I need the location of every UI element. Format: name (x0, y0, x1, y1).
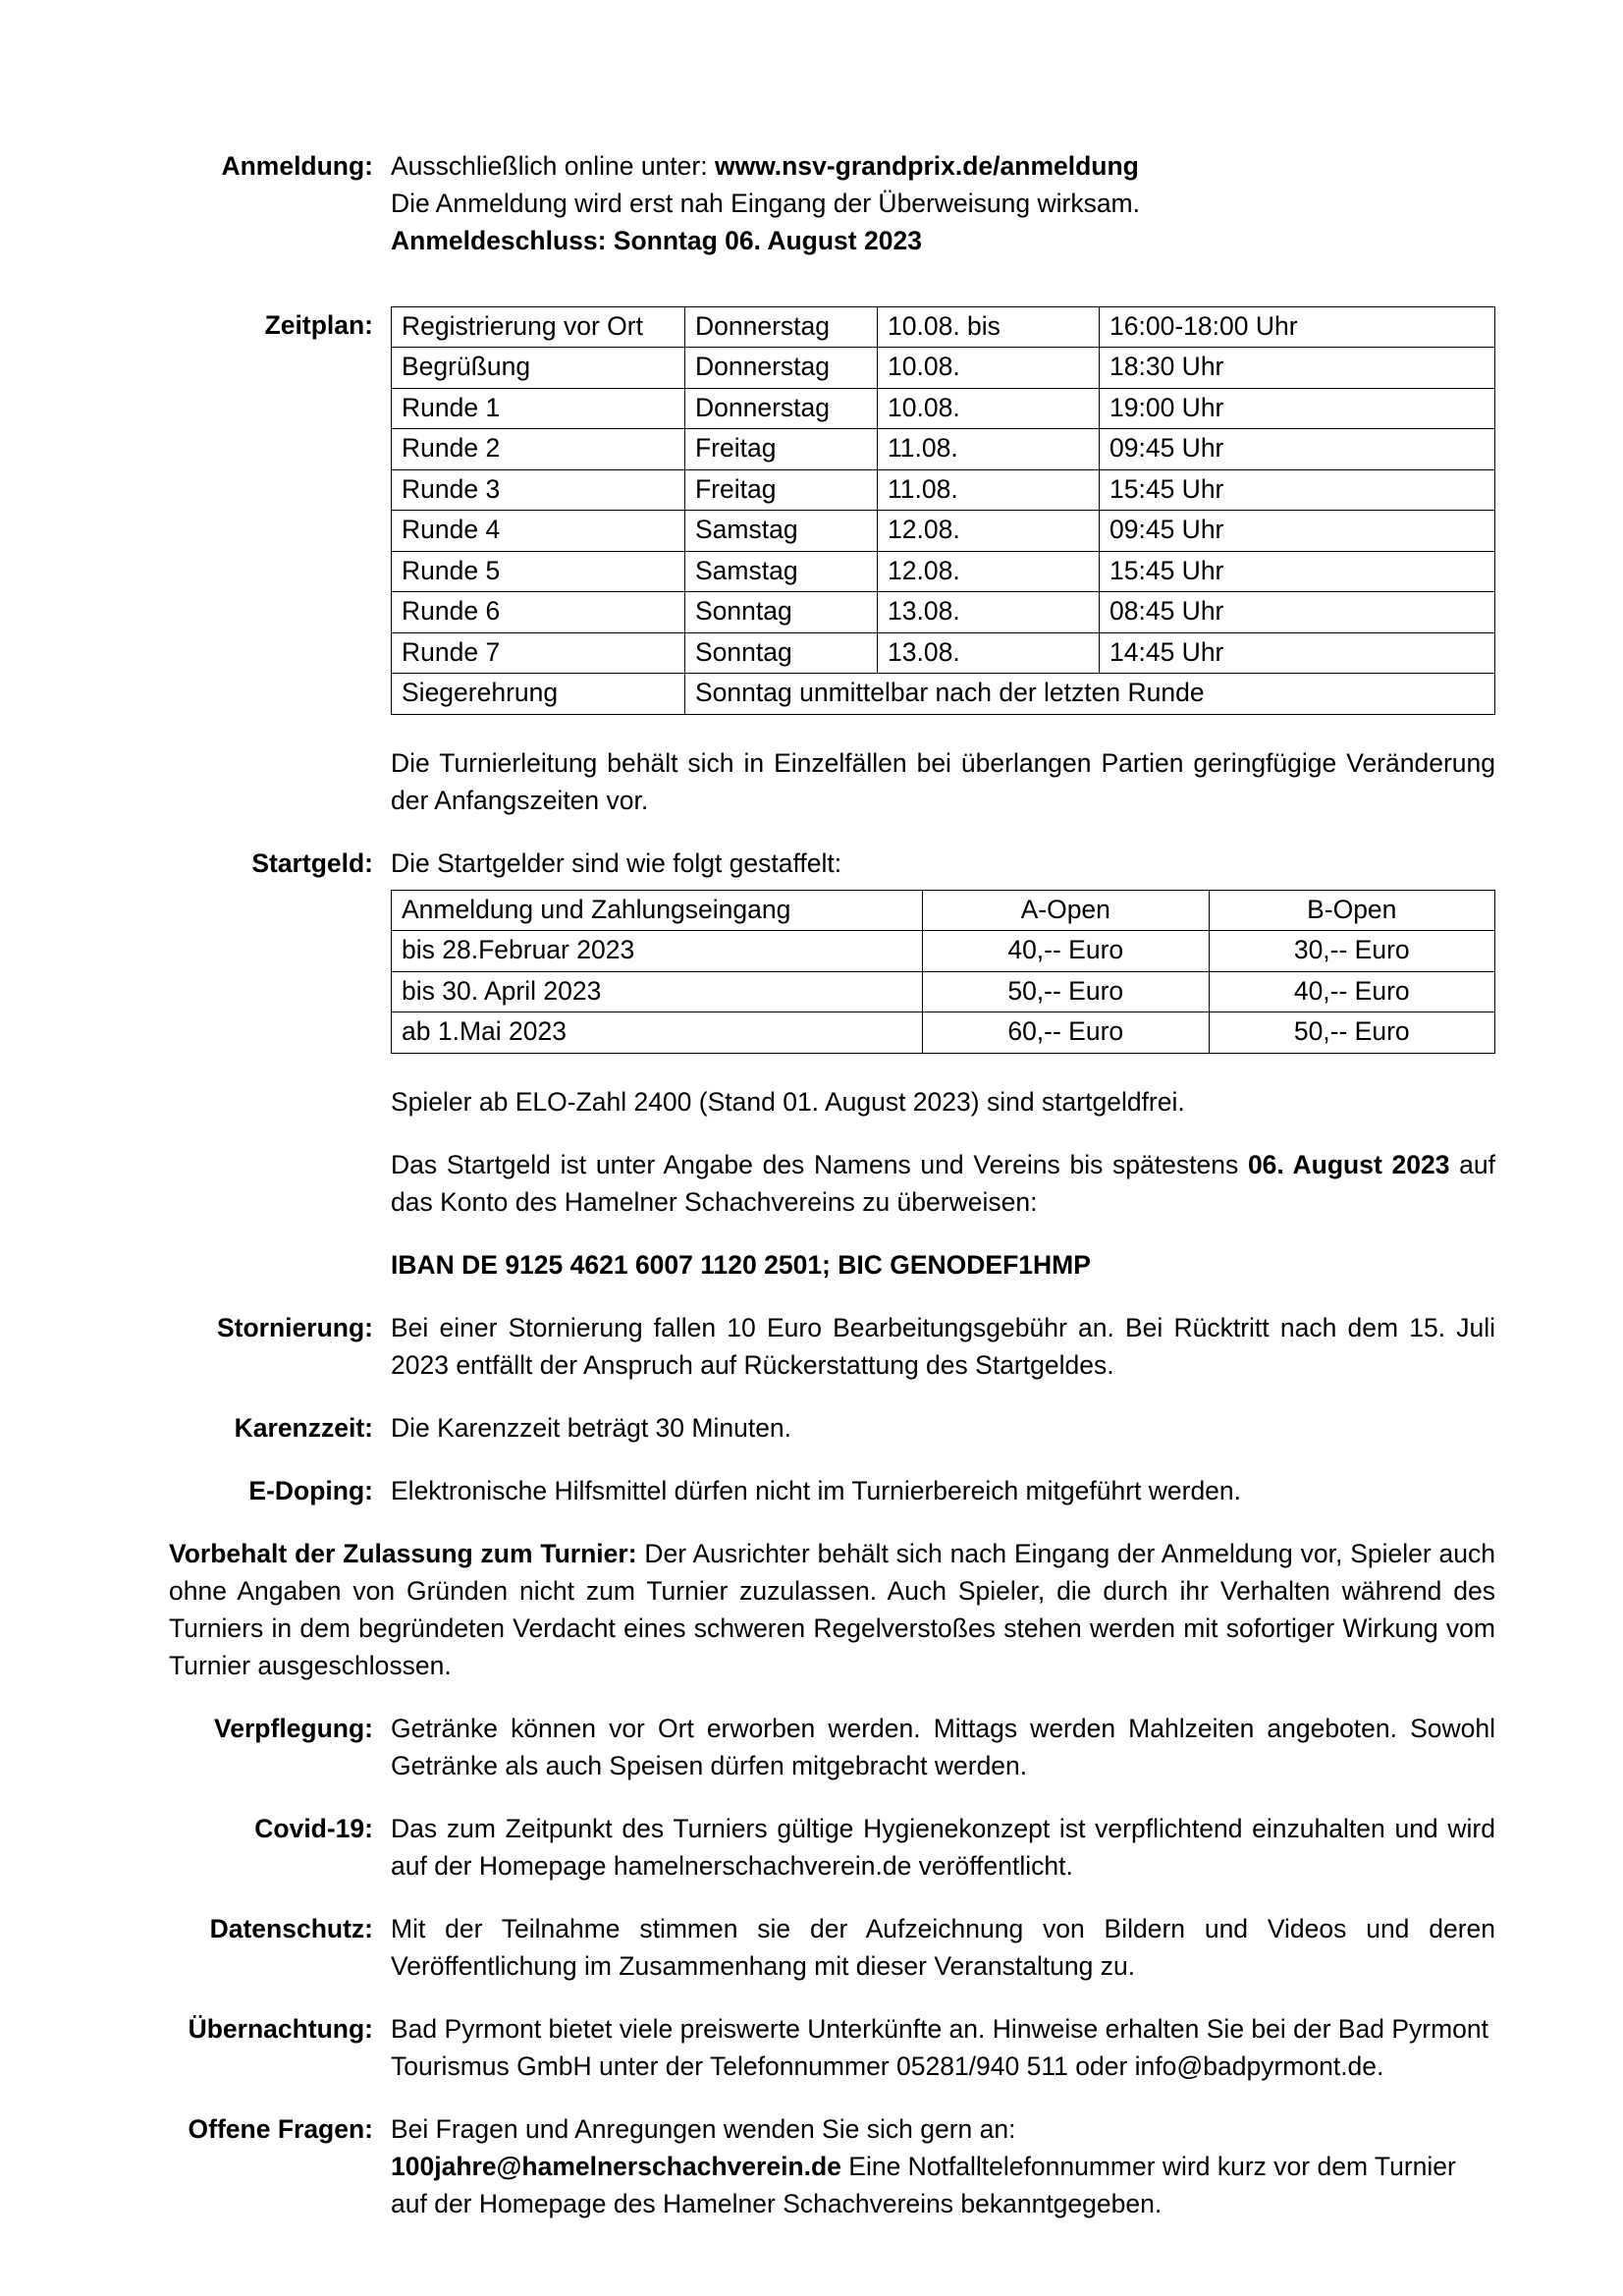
schedule-day: Freitag (685, 469, 878, 510)
table-row (392, 1012, 1495, 1053)
schedule-time: 09:45 Uhr (1100, 429, 1495, 469)
fee-b-open: 50,-- Euro (1209, 1012, 1495, 1053)
schedule-event: Siegerehrung (392, 674, 685, 714)
section-uebernachtung (169, 2010, 1495, 2085)
startgeld-free-wrap (391, 1083, 1495, 1121)
bank-details: IBAN DE 9125 4621 6007 1120 2501; BIC GENODEF1HMP (391, 1249, 1091, 1280)
bank-details-wrap (391, 1246, 1495, 1284)
section-label-stornierung: Stornierung: (217, 1312, 373, 1342)
schedule-day: Samstag (685, 551, 878, 591)
schedule-time: 14:45 Uhr (1100, 632, 1495, 673)
schedule-date: 13.08. (878, 632, 1100, 673)
fee-table-body (392, 890, 1495, 1053)
transfer-prefix: Das Startgeld ist unter Angabe des Namens und Vereins bis spätestens (391, 1149, 1248, 1179)
schedule-event: Runde 3 (392, 469, 685, 510)
schedule-event: Runde 4 (392, 511, 685, 551)
fee-b-open: 40,-- Euro (1209, 971, 1495, 1011)
schedule-time: 09:45 Uhr (1100, 511, 1495, 551)
table-row (392, 592, 1495, 632)
table-row (392, 388, 1495, 428)
schedule-time: 15:45 Uhr (1100, 551, 1495, 591)
schedule-event: Runde 2 (392, 429, 685, 469)
fee-b-open: 30,-- Euro (1209, 931, 1495, 971)
section-label-startgeld: Startgeld: (251, 847, 373, 878)
table-row (392, 674, 1495, 714)
section-vorbehalt (169, 1535, 1495, 1684)
table-row (392, 931, 1495, 971)
section-startgeld (169, 845, 1495, 882)
spacer (169, 1054, 1495, 1083)
zeitplan-note: Die Turnierleitung behält sich in Einzelfällen bei überlangen Partien geringfügige Veränderung der Anfangszeiten vor. (391, 747, 1495, 815)
schedule-event: Runde 7 (392, 632, 685, 673)
section-label-anmeldung: Anmeldung: (221, 151, 373, 181)
schedule-event: Runde 5 (392, 551, 685, 591)
schedule-time: 15:45 Uhr (1100, 469, 1495, 510)
schedule-event: Runde 6 (392, 592, 685, 632)
section-body-zeitplan (373, 306, 1495, 715)
fragen-line-2-suffix: Eine Notfalltelefonnummer wird kurz vor dem Turnier auf der Homepage des Hamelner Schachvereins bekanntgegeben. (391, 2151, 1456, 2218)
table-header-row (392, 890, 1495, 930)
startgeld-free-note: Spieler ab ELO-Zahl 2400 (Stand 01. August 2023) sind startgeldfrei. (391, 1086, 1185, 1117)
schedule-date: 10.08. (878, 348, 1100, 388)
schedule-day: Sonntag (685, 632, 878, 673)
uebernachtung-text: Bad Pyrmont bietet viele preiswerte Unterkünfte an. Hinweise erhalten Sie bei der Bad Pyrmont Tourismus GmbH unter der Telefonnummer 05281/940 511 oder info@badpyrmont.de. (391, 2013, 1488, 2081)
datenschutz-text: Mit der Teilnahme stimmen sie der Aufzeichnung von Bildern und Videos und deren Veröffentlichung im Zusammenhang mit dieser Veranstaltung zu. (391, 1913, 1495, 1981)
table-row (392, 511, 1495, 551)
fee-period: ab 1.Mai 2023 (392, 1012, 923, 1053)
schedule-date: 10.08. bis (878, 307, 1100, 348)
section-covid (169, 1810, 1495, 1885)
section-zeitplan (169, 306, 1495, 715)
fragen-line-1: Bei Fragen und Anregungen wenden Sie sich gern an: (391, 2113, 1016, 2144)
section-edoping (169, 1472, 1495, 1509)
schedule-day: Sonntag (685, 592, 878, 632)
fee-table (391, 890, 1495, 1054)
table-row (392, 551, 1495, 591)
schedule-time: 08:45 Uhr (1100, 592, 1495, 632)
table-row (392, 307, 1495, 348)
section-anmeldung (169, 147, 1495, 259)
fee-period: bis 28.Februar 2023 (392, 931, 923, 971)
section-body-anmeldung (373, 147, 1495, 259)
anmeldung-line-2: Die Anmeldung wird erst nah Eingang der Überweisung wirksam. (391, 189, 1140, 218)
section-label-covid: Covid-19: (254, 1813, 373, 1843)
fee-a-open: 40,-- Euro (923, 931, 1210, 971)
section-karenzzeit (169, 1409, 1495, 1447)
section-label-vorbehalt: Vorbehalt der Zulassung zum Turnier: (169, 1538, 637, 1568)
section-label-zeitplan: Zeitplan: (264, 310, 373, 340)
verpflegung-text: Getränke können vor Ort erworben werden. Mittags werden Mahlzeiten angeboten. Sowohl Getränke als auch Speisen dürfen mitgebracht werden. (391, 1713, 1495, 1780)
table-row (392, 348, 1495, 388)
table-row (392, 632, 1495, 673)
section-body-verpflegung (373, 1710, 1495, 1784)
vorbehalt-paragraph (169, 1535, 1495, 1684)
transfer-suffix: auf das Konto des Hamelner Schachvereins zu überweisen: (391, 1149, 1496, 1217)
startgeld-transfer-wrap (391, 1146, 1495, 1221)
schedule-date: 13.08. (878, 592, 1100, 632)
section-offene-fragen (169, 2110, 1495, 2222)
section-label-karenzzeit: Karenzzeit: (234, 1412, 373, 1443)
zeitplan-note-wrap (391, 744, 1495, 819)
schedule-event: Runde 1 (392, 388, 685, 428)
schedule-date: 11.08. (878, 469, 1100, 510)
section-label-datenschutz: Datenschutz: (209, 1913, 373, 1943)
transfer-deadline: 06. August 2023 (1247, 1149, 1450, 1179)
section-body-offene-fragen (373, 2110, 1495, 2222)
section-body-covid (373, 1810, 1495, 1885)
anmeldung-line-1 (391, 147, 1495, 185)
section-label-verpflegung: Verpflegung: (214, 1713, 373, 1743)
section-label-uebernachtung: Übernachtung: (188, 2013, 373, 2044)
schedule-date: 12.08. (878, 551, 1100, 591)
schedule-day: Samstag (685, 511, 878, 551)
edoping-text: Elektronische Hilfsmittel dürfen nicht im Turnierbereich mitgeführt werden. (391, 1475, 1242, 1505)
anmeldung-line-1-prefix: Ausschließlich online unter: (391, 151, 715, 181)
spacer (169, 285, 1495, 306)
karenzzeit-text: Die Karenzzeit beträgt 30 Minuten. (391, 1412, 792, 1443)
schedule-table-body (392, 307, 1495, 715)
schedule-date: 12.08. (878, 511, 1100, 551)
schedule-day: Donnerstag (685, 388, 878, 428)
section-body-edoping (373, 1472, 1495, 1509)
schedule-time: 18:30 Uhr (1100, 348, 1495, 388)
section-body-uebernachtung (373, 2010, 1495, 2085)
fragen-line-2 (391, 2148, 1495, 2222)
schedule-ceremony-detail: Sonntag unmittelbar nach der letzten Runde (685, 674, 1495, 714)
fee-a-open: 50,-- Euro (923, 971, 1210, 1011)
startgeld-intro: Die Startgelder sind wie folgt gestaffelt: (391, 847, 842, 878)
stornierung-text: Bei einer Stornierung fallen 10 Euro Bearbeitungsgebühr an. Bei Rücktritt nach dem 15. Juli 2023 entfällt der Anspruch auf Rückerstattung des Startgeldes. (391, 1312, 1495, 1380)
section-label-offene-fragen: Offene Fragen: (188, 2113, 373, 2144)
section-body-startgeld (373, 845, 1495, 882)
anmeldung-url[interactable]: www.nsv-grandprix.de/anmeldung (714, 151, 1139, 181)
section-stornierung (169, 1309, 1495, 1384)
table-row (392, 429, 1495, 469)
vorbehalt-text: Der Ausrichter behält sich nach Eingang der Anmeldung vor, Spieler auch ohne Angaben von Gründen nicht zum Turnier zuzulassen. Auch Spieler, die durch ihr Verhalten während des Turniers in dem begründeten Verdacht eines schweren Regelverstoßes stehen werden mit sofortiger Wirkung vom Turnier ausgeschlossen. (169, 1538, 1495, 1680)
anmeldung-deadline: Anmeldeschluss: Sonntag 06. August 2023 (391, 226, 922, 255)
section-body-datenschutz (373, 1910, 1495, 1985)
section-label-edoping: E-Doping: (248, 1475, 373, 1505)
fee-header-b-open: B-Open (1209, 890, 1495, 930)
schedule-event: Registrierung vor Ort (392, 307, 685, 348)
fee-header-a-open: A-Open (923, 890, 1210, 930)
table-row (392, 469, 1495, 510)
startgeld-transfer (391, 1146, 1495, 1221)
covid-text: Das zum Zeitpunkt des Turniers gültige Hygienekonzept ist verpflichtend einzuhalten und wird auf der Homepage hamelnerschachverein.de veröffentlicht. (391, 1813, 1495, 1881)
schedule-date: 11.08. (878, 429, 1100, 469)
section-verpflegung (169, 1710, 1495, 1784)
schedule-event: Begrüßung (392, 348, 685, 388)
section-datenschutz (169, 1910, 1495, 1985)
fee-period: bis 30. April 2023 (392, 971, 923, 1011)
schedule-table (391, 306, 1495, 715)
spacer (169, 715, 1495, 744)
table-row (392, 971, 1495, 1011)
fee-a-open: 60,-- Euro (923, 1012, 1210, 1053)
section-body-karenzzeit (373, 1409, 1495, 1447)
schedule-day: Freitag (685, 429, 878, 469)
schedule-date: 10.08. (878, 388, 1100, 428)
contact-email[interactable]: 100jahre@hamelnerschachverein.de (391, 2151, 841, 2181)
fee-table-wrap (391, 890, 1495, 1054)
schedule-time: 16:00-18:00 Uhr (1100, 307, 1495, 348)
section-body-stornierung (373, 1309, 1495, 1384)
schedule-day: Donnerstag (685, 348, 878, 388)
schedule-day: Donnerstag (685, 307, 878, 348)
fee-header-when: Anmeldung und Zahlungseingang (392, 890, 923, 930)
schedule-time: 19:00 Uhr (1100, 388, 1495, 428)
